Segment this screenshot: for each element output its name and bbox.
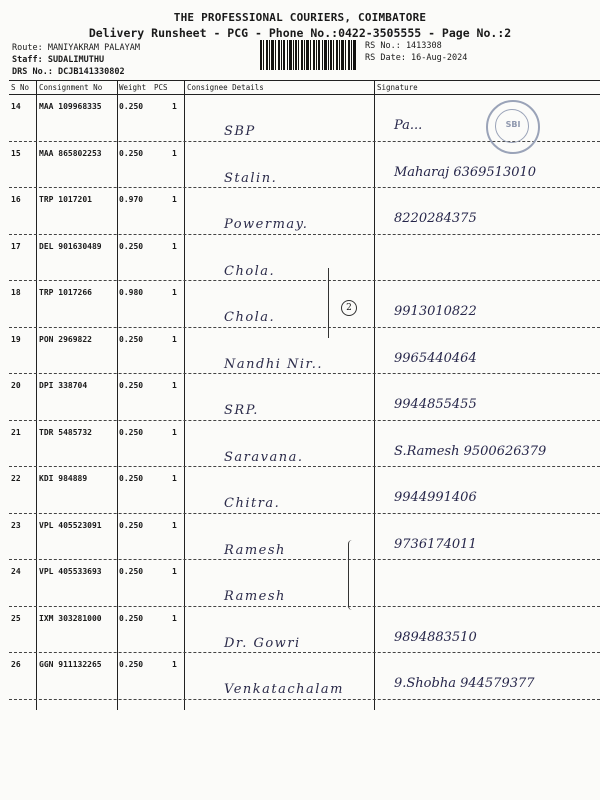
- pcs-cell: 1: [172, 148, 177, 158]
- consignee-handwritten: Ramesh: [224, 589, 286, 604]
- weight-cell: 0.250: [119, 520, 144, 530]
- signature-handwritten: Maharaj 6369513010: [394, 164, 537, 180]
- table-row: [9, 234, 600, 281]
- pcs-cell: 1: [172, 567, 177, 576]
- consignee-handwritten: Chola.: [224, 310, 276, 325]
- bracket-annotation: [348, 540, 357, 610]
- signature-handwritten: 9965440464: [394, 350, 477, 366]
- weight-cell: 0.250: [119, 381, 144, 390]
- sno-cell: 20: [11, 381, 21, 390]
- consignee-handwritten: Stalin.: [224, 170, 278, 186]
- signature-handwritten: 9944991406: [394, 490, 477, 505]
- consignee-handwritten: Nandhi Nir..: [224, 356, 324, 372]
- circled-annotation: [328, 268, 351, 338]
- weight-cell: 0.250: [119, 241, 144, 251]
- signature-handwritten: Pa...: [394, 118, 423, 133]
- pcs-cell: 1: [172, 102, 177, 111]
- sno-cell: 26: [11, 660, 21, 669]
- weight-cell: 0.250: [119, 613, 144, 623]
- sno-cell: 16: [11, 195, 21, 204]
- consignment-cell: TDR 5485732: [39, 427, 92, 437]
- table-row: [9, 466, 600, 513]
- consignment-cell: MAA 865802253: [39, 148, 102, 158]
- header-pcs: PCS: [154, 83, 168, 92]
- runsheet-table: [9, 80, 600, 710]
- signature-handwritten: 9736174011: [394, 536, 477, 552]
- barcode: [260, 40, 356, 70]
- signature-handwritten: S.Ramesh 9500626379: [394, 443, 547, 459]
- consignment-cell: VPL 405523091: [39, 520, 102, 530]
- consignee-handwritten: Powermay.: [224, 217, 309, 232]
- table-row: [9, 187, 600, 234]
- weight-cell: 0.250: [119, 148, 144, 158]
- weight-cell: 0.250: [119, 427, 144, 437]
- pcs-cell: 1: [172, 520, 177, 530]
- signature-handwritten: 9913010822: [394, 304, 477, 319]
- bank-stamp: [486, 100, 540, 154]
- table-row: [9, 513, 600, 560]
- sno-cell: 24: [11, 567, 21, 576]
- drs-number: DRS No.: DCJB141330802: [12, 67, 125, 77]
- consignment-cell: DPI 338704: [39, 381, 88, 390]
- sno-cell: 22: [11, 474, 21, 483]
- table-row: [9, 373, 600, 420]
- pcs-cell: 1: [172, 474, 177, 483]
- weight-cell: 0.250: [119, 567, 144, 576]
- table-row: [9, 280, 600, 327]
- pcs-cell: 1: [172, 381, 177, 390]
- pcs-cell: 1: [172, 195, 177, 204]
- table-row: [9, 559, 600, 606]
- consignee-handwritten: Ramesh: [224, 542, 286, 558]
- weight-cell: 0.250: [119, 334, 144, 344]
- sno-cell: 23: [11, 520, 21, 530]
- pcs-cell: 1: [172, 288, 177, 297]
- table-row: [9, 652, 600, 699]
- consignee-handwritten: SBP: [224, 124, 256, 139]
- consignee-handwritten: Chola.: [224, 263, 276, 279]
- consignment-cell: DEL 901630489: [39, 241, 102, 251]
- consignee-handwritten: Dr. Gowri: [224, 635, 301, 651]
- consignment-cell: TRP 1017266: [39, 288, 92, 297]
- sno-cell: 19: [11, 334, 21, 344]
- pcs-cell: 1: [172, 660, 177, 669]
- circled-note: 2: [341, 300, 357, 316]
- stamp-label: SBI: [505, 120, 521, 129]
- weight-cell: 0.250: [119, 102, 144, 111]
- sno-cell: 18: [11, 288, 21, 297]
- row-divider: [9, 699, 600, 700]
- weight-cell: 0.250: [119, 660, 144, 669]
- consignment-cell: VPL 405533693: [39, 567, 102, 576]
- weight-cell: 0.970: [119, 195, 144, 204]
- consignment-cell: TRP 1017201: [39, 195, 92, 204]
- header-signature: Signature: [377, 83, 418, 92]
- pcs-cell: 1: [172, 427, 177, 437]
- consignee-handwritten: SRP.: [224, 403, 259, 418]
- consignment-cell: MAA 109968335: [39, 102, 102, 111]
- sno-cell: 17: [11, 241, 21, 251]
- consignee-handwritten: Chitra.: [224, 496, 281, 511]
- header-consignee: Consignee Details: [187, 83, 264, 92]
- header-consignment: Consignment No: [39, 83, 103, 92]
- runsheet-title: Delivery Runsheet - PCG - Phone No.:0422-3505555 - Page No.:2: [88, 26, 512, 40]
- consignment-cell: IXM 303281000: [39, 613, 102, 623]
- table-top-border: [9, 80, 600, 81]
- table-row: [9, 606, 600, 653]
- consignment-cell: PON 2969822: [39, 334, 92, 344]
- staff-label: Staff: SUDALIMUTHU: [12, 55, 105, 65]
- sno-cell: 14: [11, 102, 21, 111]
- table-row: [9, 327, 600, 374]
- sno-cell: 15: [11, 148, 21, 158]
- consignment-cell: GGN 911132265: [39, 660, 102, 669]
- company-title: THE PROFESSIONAL COURIERS, COIMBATORE: [173, 11, 427, 24]
- signature-handwritten: 9.Shobha 944579377: [394, 676, 535, 691]
- rs-date: RS Date: 16-Aug-2024: [365, 53, 468, 63]
- signature-handwritten: 8220284375: [394, 211, 477, 226]
- table-row: [9, 420, 600, 467]
- pcs-cell: 1: [172, 241, 177, 251]
- weight-cell: 0.980: [119, 288, 144, 297]
- sno-cell: 21: [11, 427, 21, 437]
- header-weight: Weight: [119, 83, 147, 92]
- route-label: Route: MANIYAKRAM PALAYAM: [12, 43, 140, 53]
- header-sno: S No: [11, 83, 30, 92]
- consignee-handwritten: Saravana.: [224, 449, 304, 465]
- consignment-cell: KDI 984889: [39, 474, 88, 483]
- pcs-cell: 1: [172, 334, 177, 344]
- pcs-cell: 1: [172, 613, 177, 623]
- rs-number: RS No.: 1413308: [365, 41, 442, 51]
- signature-handwritten: 9894883510: [394, 629, 477, 645]
- consignee-handwritten: Venkatachalam: [224, 682, 345, 697]
- signature-handwritten: 9944855455: [394, 397, 477, 412]
- weight-cell: 0.250: [119, 474, 144, 483]
- sno-cell: 25: [11, 613, 21, 623]
